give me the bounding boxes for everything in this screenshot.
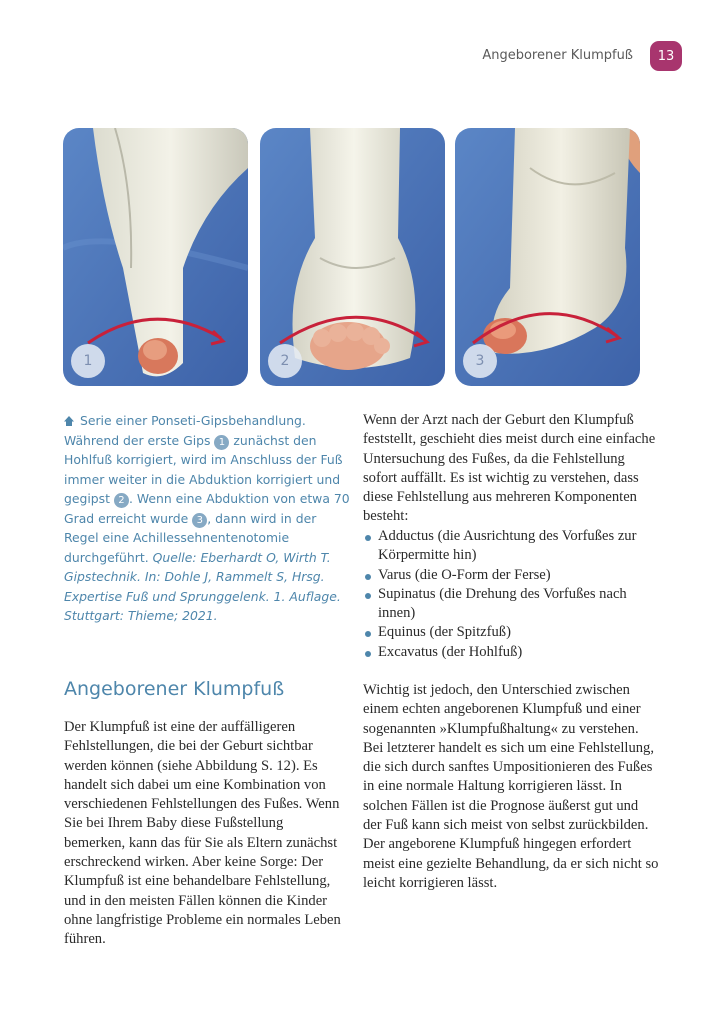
intro-paragraph: Wenn der Arzt nach der Geburt den Klumpfuß feststellt, geschieht dies meist durch eine einfache Untersuchung des Fußes, da die Fehlstellung sofort auffällt. Es ist wichtig zu verstehen, dass diese Fehlstellung aus mehreren Komponenten besteht: — [363, 412, 656, 525]
caption-text-2: zunächst den Hohlfuß korrigiert, wird im Anschluss der Fuß immer weiter in die Abduktion korrigiert und gegipst — [64, 432, 343, 506]
running-head: Angeborener Klumpfuß — [482, 48, 633, 63]
caption-number-3: 3 — [192, 513, 207, 528]
page-number-badge: 13 — [650, 41, 682, 71]
photo-number-1: 1 — [71, 344, 105, 378]
photo-cast-1 — [63, 128, 248, 386]
list-item: Varus (die O-Form der Ferse) — [363, 566, 663, 585]
section-heading: Angeborener Klumpfuß — [64, 678, 285, 700]
components-list — [363, 527, 663, 662]
figure-caption — [64, 411, 354, 626]
clubfoot-paragraph: Der Klumpfuß ist eine der auffälligeren Fehlstellungen, die bei der Geburt sichtbar werden können (siehe Abbildung S. 12). Es handelt sich dabei um eine Kombination von verschiedenen Fehlstellungen des Fußes. Wenn Sie bei Ihrem Baby diese Fußstellung bemerken, kann das für Sie als Eltern zunächst erschreckend wirken. Aber keine Sorge: Der Klumpfuß ist eine behandelbare Fehlstellung, und in den meisten Fällen können die Kinder ohne langfristige Probleme ein normales Leben führen. — [64, 719, 341, 948]
list-item: Equinus (der Spitzfuß) — [363, 623, 663, 642]
caption-number-1: 1 — [214, 435, 229, 450]
caption-text-3: . Wenn eine Abduktion von etwa 70 Grad erreicht wurde — [64, 491, 350, 526]
list-item: Excavatus (der Hohlfuß) — [363, 643, 663, 662]
caption-text-4: , dann wird in der Regel eine Achillessehnentenotomie durchgeführt. — [64, 510, 317, 565]
list-item: Adductus (die Ausrichtung des Vorfußes zur Körpermitte hin) — [363, 527, 663, 566]
caption-number-2: 2 — [114, 493, 129, 508]
arrow-up-icon — [64, 416, 74, 426]
photo-cast-2 — [260, 128, 445, 386]
photo-number-3: 3 — [463, 344, 497, 378]
photo-cast-3 — [455, 128, 640, 386]
distinction-paragraph: Wichtig ist jedoch, den Unterschied zwischen einem echten angeborenen Klumpfuß und einer sogenannten »Klumpfußhaltung« zu verstehen. Bei letzterer handelt es sich um eine Fehlstellung, die sich durch sanftes Umpositionieren des Fußes in eine normale Haltung korrigieren lässt. In solchen Fällen ist die Prognose äußerst gut und der Fuß kann sich meist von selbst zurückbilden. Der angeborene Klumpfuß hingegen erfordert meist eine gezielte Behandlung, da er sich nicht so leicht korrigieren lässt. — [363, 682, 659, 891]
photo-number-2: 2 — [268, 344, 302, 378]
caption-text-1: Serie einer Ponseti-Gipsbehandlung. Während der erste Gips — [64, 413, 306, 448]
list-item: Supinatus (die Drehung des Vorfußes nach innen) — [363, 585, 663, 624]
caption-source: Quelle: Eberhardt O, Wirth T. Gipstechnik. In: Dohle J, Rammelt S, Hrsg. Expertise Fuß und Sprunggelenk. 1. Auflage. Stuttgart: Thieme; 2021. — [64, 549, 341, 623]
